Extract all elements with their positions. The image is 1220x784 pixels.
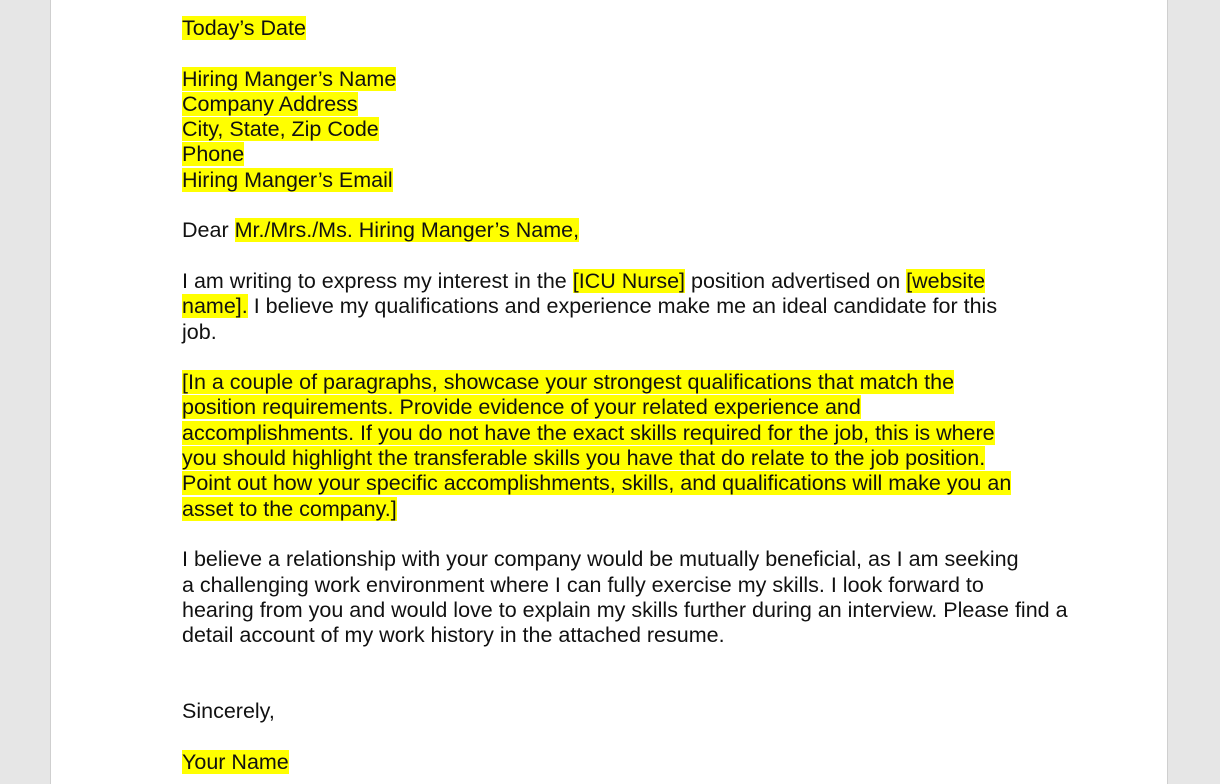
closing-paragraph-line bbox=[182, 547, 1062, 572]
intro-text: I am writing to express my interest in the bbox=[182, 268, 573, 293]
body-placeholder-line bbox=[182, 446, 1062, 471]
body-placeholder-text: asset to the company.] bbox=[182, 496, 397, 521]
body-placeholder-text: [In a couple of paragraphs, showcase your strongest qualifications that match the bbox=[182, 370, 955, 395]
intro-line-1 bbox=[182, 269, 1062, 294]
recipient-address-placeholder: Company Address bbox=[182, 91, 358, 116]
date-placeholder: Today’s Date bbox=[182, 16, 306, 40]
recipient-city-placeholder: City, State, Zip Code bbox=[182, 117, 379, 142]
recipient-email-placeholder: Hiring Manger’s Email bbox=[182, 167, 393, 192]
body-placeholder-text: position requirements. Provide evidence of your related experience and bbox=[182, 395, 861, 420]
closing-text: I believe a relationship with your company would be mutually beneficial, as I am seeking bbox=[182, 547, 1019, 572]
blank-line bbox=[182, 522, 1062, 547]
signature-placeholder: Your Name bbox=[182, 749, 289, 774]
signoff-line bbox=[182, 699, 1062, 724]
salutation-name-placeholder: Mr./Mrs./Ms. Hiring Manger’s Name, bbox=[234, 218, 580, 243]
blank-line bbox=[182, 41, 1062, 66]
recipient-phone-line bbox=[182, 142, 1062, 167]
recipient-city-line bbox=[182, 117, 1062, 142]
blank-line bbox=[182, 244, 1062, 269]
signoff-text: Sincerely, bbox=[182, 699, 275, 724]
intro-text: job. bbox=[182, 319, 217, 344]
website-placeholder: [website bbox=[906, 268, 986, 293]
closing-paragraph-line bbox=[182, 597, 1068, 623]
body-placeholder-line bbox=[182, 395, 1062, 420]
recipient-address-line bbox=[182, 92, 1062, 117]
body-placeholder-text: accomplishments. If you do not have the exact skills required for the job, this is where bbox=[182, 420, 995, 445]
position-placeholder: [ICU Nurse] bbox=[572, 268, 686, 293]
salutation-line bbox=[182, 218, 1062, 243]
blank-line bbox=[182, 724, 1062, 749]
closing-paragraph-line bbox=[182, 623, 1062, 648]
closing-text: hearing from you and would love to explain my skills further during an interview. Please find a bbox=[182, 597, 1068, 622]
recipient-phone-placeholder: Phone bbox=[182, 142, 245, 167]
intro-line-2 bbox=[182, 294, 1062, 319]
body-placeholder-line bbox=[182, 370, 1062, 395]
salutation-dear: Dear bbox=[182, 218, 235, 243]
body-placeholder-line bbox=[182, 421, 1062, 446]
intro-text: I believe my qualifications and experience make me an ideal candidate for this bbox=[247, 294, 998, 319]
date-line bbox=[182, 16, 1062, 41]
blank-line bbox=[182, 193, 1062, 218]
intro-line-3 bbox=[182, 320, 1062, 345]
blank-line bbox=[182, 345, 1062, 370]
letter-body[interactable] bbox=[182, 16, 1068, 775]
blank-lines bbox=[182, 648, 1062, 699]
intro-text: position advertised on bbox=[685, 268, 907, 293]
body-placeholder-text: you should highlight the transferable skills you have that do relate to the job position. bbox=[182, 446, 986, 471]
body-placeholder-text: Point out how your specific accomplishments, skills, and qualifications will make you an bbox=[182, 471, 1012, 496]
closing-text: detail account of my work history in the attached resume. bbox=[182, 623, 725, 648]
body-placeholder-line bbox=[182, 497, 1062, 522]
signature-line bbox=[182, 750, 1062, 775]
closing-text: a challenging work environment where I can fully exercise my skills. I look forward to bbox=[182, 572, 984, 597]
body-placeholder-line bbox=[182, 471, 1062, 496]
website-placeholder: name]. bbox=[182, 294, 248, 319]
recipient-name-line bbox=[182, 67, 1062, 92]
recipient-name-placeholder: Hiring Manger’s Name bbox=[182, 66, 397, 91]
closing-paragraph-line bbox=[182, 573, 1062, 598]
recipient-email-line bbox=[182, 168, 1062, 193]
document-page bbox=[50, 0, 1168, 784]
